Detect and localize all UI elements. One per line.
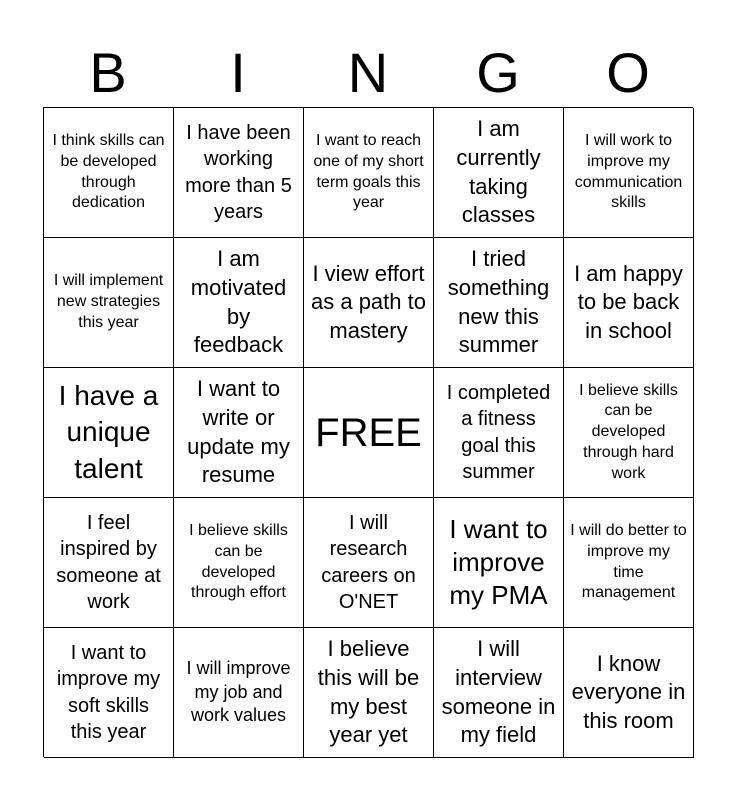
bingo-cell-r3c1[interactable] <box>44 368 174 498</box>
cell-text: I believe skills can be developed through hard work <box>579 381 678 482</box>
cell-text: I will research careers on O'NET <box>321 511 416 613</box>
header-letter-i: I <box>230 41 246 104</box>
cell-text: I feel inspired by someone at work <box>56 511 161 613</box>
cell-text: I know everyone in this room <box>571 650 686 733</box>
cell-text: I view effort as a path to mastery <box>311 260 426 343</box>
bingo-cell-r1c4[interactable] <box>434 108 564 238</box>
cell-text: I am currently taking classes <box>456 116 541 228</box>
cell-text: I will implement new strategies this year <box>53 272 164 331</box>
bingo-cell-r5c5[interactable] <box>564 628 694 758</box>
cell-text: I want to improve my PMA <box>449 513 548 611</box>
bingo-cell-r4c1[interactable] <box>44 498 174 628</box>
bingo-cell-r5c4[interactable] <box>434 628 564 758</box>
cell-text: I will do better to improve my time management <box>570 521 687 602</box>
header-letter-b: B <box>89 41 127 104</box>
cell-text: I completed a fitness goal this summer <box>446 381 551 483</box>
bingo-cell-r1c5[interactable] <box>564 108 694 238</box>
header-letter-n: N <box>347 41 389 104</box>
header-letter-o: O <box>606 41 650 104</box>
free-space[interactable] <box>304 368 434 498</box>
bingo-cell-r5c1[interactable] <box>44 628 174 758</box>
cell-text: I will improve my job and work values <box>186 658 291 726</box>
bingo-cell-r2c4[interactable] <box>434 238 564 368</box>
cell-text: I want to write or update my resume <box>187 376 290 488</box>
bingo-cell-r3c4[interactable] <box>434 368 564 498</box>
cell-text: I want to reach one of my short term goals this year <box>313 131 424 212</box>
bingo-cell-r4c5[interactable] <box>564 498 694 628</box>
cell-text: I have been working more than 5 years <box>185 121 292 223</box>
bingo-cell-r4c4[interactable] <box>434 498 564 628</box>
bingo-cell-r1c1[interactable] <box>44 108 174 238</box>
bingo-cell-r2c1[interactable] <box>44 238 174 368</box>
cell-text: I will interview someone in my field <box>441 636 556 748</box>
bingo-cell-r2c2[interactable] <box>174 238 304 368</box>
bingo-cell-r5c2[interactable] <box>174 628 304 758</box>
bingo-header <box>43 40 693 106</box>
cell-text: I think skills can be developed through dedication <box>52 131 165 212</box>
cell-text: I have a unique talent <box>58 379 159 484</box>
bingo-cell-r4c3[interactable] <box>304 498 434 628</box>
cell-text: I believe this will be my best year yet <box>317 636 420 748</box>
bingo-cell-r5c3[interactable] <box>304 628 434 758</box>
cell-text: I am motivated by feedback <box>190 246 287 358</box>
cell-text: I will work to improve my communication skills <box>574 131 683 212</box>
bingo-board <box>43 107 693 757</box>
bingo-cell-r1c3[interactable] <box>304 108 434 238</box>
bingo-cell-r2c5[interactable] <box>564 238 694 368</box>
free-text: FREE <box>315 410 422 455</box>
header-letter-g: G <box>476 41 520 104</box>
bingo-cell-r3c5[interactable] <box>564 368 694 498</box>
cell-text: I want to improve my soft skills this year <box>56 641 161 743</box>
cell-text: I am happy to be back in school <box>574 260 683 343</box>
cell-text: I believe skills can be developed through effort <box>189 521 288 602</box>
bingo-cell-r2c3[interactable] <box>304 238 434 368</box>
bingo-cell-r4c2[interactable] <box>174 498 304 628</box>
bingo-cell-r3c2[interactable] <box>174 368 304 498</box>
bingo-cell-r1c2[interactable] <box>174 108 304 238</box>
cell-text: I tried something new this summer <box>447 246 550 358</box>
